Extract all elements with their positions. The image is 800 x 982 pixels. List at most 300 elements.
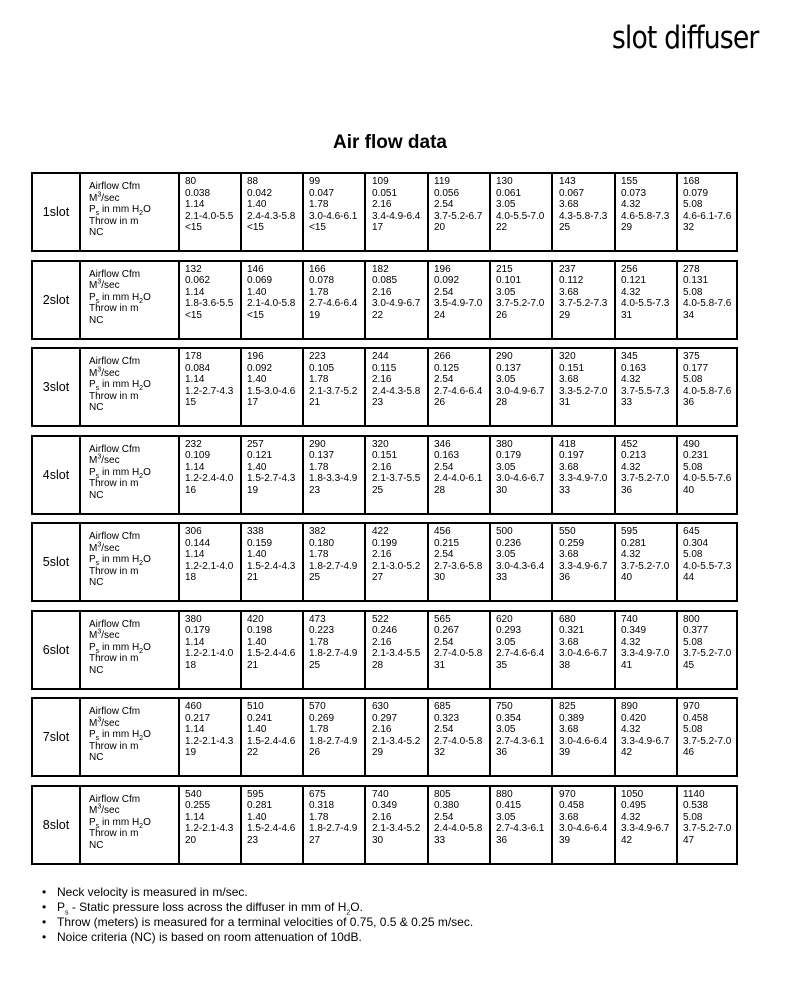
value-cell [367,699,429,775]
table-value: 3.68 [559,286,579,298]
table-value: 2.54 [434,286,454,298]
note-noise-criteria: • Noice criteria (NC) is based on room attenuation of 10dB. [42,930,473,945]
table-value: 0.121 [247,450,273,461]
table-value: 418 [559,438,576,450]
value-cell [242,524,304,600]
value-cell [242,699,304,775]
slot-label-cell [33,174,81,250]
table-value: 0.323 [434,712,460,724]
table-value: 237 [559,263,576,275]
table-value: 0.255 [185,800,211,811]
table-value: 3.05 [496,199,516,210]
table-value: 510 [247,701,264,712]
value-cell [616,612,678,688]
value-cell [554,699,616,775]
table-value: 33 [621,397,633,408]
table-value: 0.163 [434,450,460,461]
table-value: 2.4-4.0-6.1 [434,473,483,484]
value-cell [429,262,491,338]
table-value: 1.2-2.1-4.3 [185,735,234,747]
table-value: 0.179 [185,625,211,636]
table-value: 1.78 [309,199,329,210]
value-cell [491,699,553,775]
table-value: 0.349 [621,625,647,636]
table-value: 278 [683,263,700,275]
table-value: 196 [247,351,264,362]
table-value: 0.101 [496,275,522,286]
table-value: 1.8-2.7-4.9 [309,648,358,659]
table-value: 2.1-3.0-5.2 [372,560,421,572]
label-airflow: Airflow Cfm [89,181,141,192]
label-nc: NC [89,314,104,326]
slot-label-cell [33,699,81,775]
table-value: 29 [621,222,633,233]
table-value: 3.05 [496,549,516,560]
value-cell [554,524,616,600]
table-value: 3.68 [559,374,579,385]
table-value: 99 [309,176,321,187]
table-value: 5.08 [683,286,703,298]
table-value: 18 [185,572,197,583]
value-cell [304,437,366,513]
slot-number: 7 [42,730,50,744]
label-m3-sec: $M^3/\sec$ [89,366,120,379]
table-value: 4.0-5.5-7.0 [496,210,545,222]
table-value: 4.32 [621,374,641,385]
label-throw: Throw in m [89,390,139,402]
table-value: 3.68 [559,461,579,473]
table-value: 2.7-4.0-5.8 [434,648,483,659]
table-value: 452 [621,438,638,450]
table-value: 1.78 [309,724,329,735]
value-cell [304,174,366,250]
table-value: 540 [185,788,202,800]
row-labels-cell [81,699,180,775]
table-value: 1.40 [247,199,267,210]
table-value: 0.389 [559,712,585,724]
slot-block [31,435,738,515]
table-value: 5.08 [683,811,703,823]
table-value: 2.4-4.3-5.8 [247,210,296,222]
table-value: 4.32 [621,199,641,210]
value-cell [616,174,678,250]
table-value: 3.68 [559,636,579,648]
label-ps: $P_s$ in mm $H_2O$ [89,466,151,480]
table-value: 0.415 [496,800,522,811]
value-cell [491,787,553,863]
table-value: 27 [372,572,384,583]
value-cell [367,437,429,513]
value-cell [429,699,491,775]
table-value: 36 [621,484,633,496]
value-cell [180,612,242,688]
table-value: 3.0-4.3-6.4 [496,560,545,572]
table-value: 28 [372,659,384,671]
table-value: 4.32 [621,811,641,823]
table-value: 0.349 [372,800,398,811]
value-cell [491,349,553,425]
table-value: 3.0-4.6-6.1 [309,210,358,222]
table-value: 40 [683,484,695,496]
table-value: 1.14 [185,549,205,560]
table-value: 130 [496,176,513,187]
table-value: 0.179 [496,450,522,461]
table-value: 338 [247,526,264,537]
table-value: 1.5-2.7-4.3 [247,473,296,484]
table-value: 0.267 [434,625,460,636]
value-cell [304,699,366,775]
table-value: 196 [434,263,451,275]
table-value: 3.05 [496,724,516,735]
table-value: 2.16 [372,461,392,473]
table-value: 0.137 [496,362,522,374]
table-value: 0.067 [559,187,585,199]
table-value: 257 [247,438,264,450]
table-value: 19 [247,484,259,496]
value-cell [242,787,304,863]
label-throw: Throw in m [89,215,139,227]
table-value: 132 [185,263,202,275]
table-value: 1.5-2.4-4.3 [247,560,296,572]
table-value: 166 [309,263,326,275]
table-value: 3.7-5.2-6.7 [434,210,483,222]
slot-word: slot [49,467,70,482]
table-value: 375 [683,351,700,362]
table-value: 1.40 [247,286,267,298]
table-value: <15 [309,222,326,233]
table-value: 750 [496,701,513,712]
slot-word: slot [49,205,70,219]
value-cell [678,262,736,338]
table-value: <15 [247,309,264,321]
table-value: 0.085 [372,275,398,286]
table-value: 28 [434,484,446,496]
table-value: 29 [372,747,384,758]
slot-block [31,697,738,777]
table-value: 970 [559,788,576,800]
table-value: 1.14 [185,461,205,473]
table-value: 0.151 [559,362,585,374]
table-value: 3.0-4.9-6.7 [372,298,421,309]
table-value: 306 [185,526,202,537]
table-value: 0.151 [372,450,398,461]
value-cell [429,349,491,425]
table-value: 3.68 [559,724,579,735]
value-cell [429,612,491,688]
slot-label-cell [33,437,81,513]
table-value: 5.08 [683,199,703,210]
value-cell [242,349,304,425]
table-value: 630 [372,701,389,712]
table-value: 22 [496,222,508,233]
table-value: 232 [185,438,202,450]
table-value: 1.40 [247,374,267,385]
table-value: 26 [434,397,446,408]
value-cell [491,262,553,338]
table-value: 3.68 [559,199,579,210]
value-cell [242,174,304,250]
value-cell [616,262,678,338]
table-value: 1.5-2.4-4.6 [247,823,296,834]
table-value: 0.121 [621,275,647,286]
slot-block [31,785,738,865]
value-cell [678,787,736,863]
table-value: 1.78 [309,461,329,473]
table-value: 3.0-4.9-6.7 [496,385,545,397]
table-value: 0.051 [372,187,398,199]
table-value: 2.4-4.0-5.8 [434,823,483,834]
table-value: 0.042 [247,187,273,199]
table-value: 1.14 [185,374,205,385]
table-value: 2.54 [434,199,454,210]
slot-number: 1 [42,205,50,219]
table-value: 0.073 [621,187,647,199]
value-cell [242,437,304,513]
table-value: 460 [185,701,202,712]
table-value: 33 [559,484,571,496]
label-m3-sec: $M^3/\sec$ [89,453,120,466]
table-value: 2.1-3.7-5.2 [309,385,358,397]
table-value: 2.1-3.7-5.5 [372,473,421,484]
table-value: 0.321 [559,625,585,636]
value-cell [491,524,553,600]
table-value: 20 [434,222,446,233]
table-value: 2.16 [372,724,392,735]
table-value: 0.215 [434,537,460,549]
label-ps: $P_s$ in mm $H_2O$ [89,204,151,217]
table-value: 3.7-5.2-7.0 [683,823,732,834]
value-cell [180,787,242,863]
table-value: 3.0-4.6-6.7 [559,648,608,659]
table-value: 0.297 [372,712,398,724]
value-cell [491,437,553,513]
value-cell [678,612,736,688]
table-value: 2.16 [372,374,392,385]
table-value: 25 [309,659,321,671]
label-ps: $P_s$ in mm $H_2O$ [89,379,151,392]
table-value: 0.062 [185,275,211,286]
value-cell [616,524,678,600]
table-value: 29 [559,309,571,321]
table-value: 2.7-4.0-5.8 [434,735,483,747]
table-value: 38 [559,659,571,671]
value-cell [616,699,678,775]
airflow-table [31,172,738,872]
table-value: 1.8-2.7-4.9 [309,560,358,572]
value-cell [367,787,429,863]
table-value: 680 [559,613,576,625]
table-value: 21 [247,659,259,671]
table-value: 1.2-2.1-4.0 [185,648,234,659]
table-value: 4.32 [621,636,641,648]
table-value: 0.112 [559,275,584,286]
table-value: 3.05 [496,811,516,823]
table-value: 0.318 [309,800,335,811]
value-cell [367,262,429,338]
table-value: 800 [683,613,700,625]
table-value: 26 [496,309,508,321]
table-value: 2.1-4.0-5.5 [185,210,234,222]
slot-word: slot [49,292,70,307]
table-value: 345 [621,351,638,362]
table-value: 500 [496,526,513,537]
table-value: 215 [496,263,513,275]
label-throw: Throw in m [89,565,139,577]
table-value: 550 [559,526,576,537]
table-value: 0.246 [372,625,398,636]
value-cell [367,349,429,425]
note-static-pressure: • $P_s$ - Static pressure loss across the diffuser in mm of $H_2O$. [42,900,473,915]
table-value: 490 [683,438,700,450]
slot-block [31,522,738,602]
slot-label-cell [33,612,81,688]
table-value: 36 [683,397,695,408]
table-value: 0.180 [309,537,335,549]
value-cell [180,262,242,338]
table-value: 0.056 [434,187,460,199]
table-value: 0.047 [309,187,335,199]
table-value: 4.6-5.8-7.3 [621,210,670,222]
value-cell [554,612,616,688]
value-cell [616,349,678,425]
table-value: 5.08 [683,636,703,648]
value-cell [180,524,242,600]
table-value: 0.231 [683,450,709,461]
label-ps: $P_s$ in mm $H_2O$ [89,291,151,305]
table-value: 3.7-5.2-7.0 [621,473,670,484]
document-title: slot diffuser [611,20,758,56]
table-value: 31 [621,309,633,321]
table-value: 1.8-2.7-4.9 [309,735,358,747]
slot-word: slot [49,555,70,569]
table-value: 178 [185,351,202,362]
table-value: 0.281 [621,537,647,549]
table-value: 45 [683,659,695,671]
table-value: 1.78 [309,286,329,298]
table-value: 1.14 [185,811,205,823]
table-value: 522 [372,613,389,625]
label-throw: Throw in m [89,828,139,839]
slot-word: slot [49,642,70,657]
table-value: 39 [559,834,571,846]
table-value: 88 [247,176,259,187]
table-value: 2.16 [372,811,392,823]
table-value: 0.084 [185,362,211,374]
table-value: 36 [496,834,508,846]
table-value: 1.40 [247,724,267,735]
table-value: 4.3-5.8-7.3 [559,210,608,222]
label-throw: Throw in m [89,478,139,489]
label-throw: Throw in m [89,303,139,314]
label-airflow: Airflow Cfm [89,706,141,717]
table-value: 40 [621,572,633,583]
value-cell [429,174,491,250]
table-value: 30 [372,834,384,846]
table-value: 36 [496,747,508,758]
label-airflow: Airflow Cfm [89,531,141,542]
table-value: 0.109 [185,450,211,461]
row-labels-cell [81,262,180,338]
table-value: 22 [247,747,259,758]
table-value: 18 [185,659,197,671]
table-value: 3.7-5.2-7.0 [683,648,732,659]
table-value: 168 [683,176,700,187]
table-value: 0.304 [683,537,709,549]
label-airflow: Airflow Cfm [89,268,141,280]
table-value: 3.68 [559,811,579,823]
table-value: 41 [621,659,633,671]
value-cell [180,699,242,775]
table-value: 0.159 [247,537,273,549]
label-ps: $P_s$ in mm $H_2O$ [89,816,151,830]
table-value: 30 [496,484,508,496]
table-value: 0.092 [434,275,460,286]
slot-number: 8 [42,817,50,832]
value-cell [180,437,242,513]
table-value: 0.105 [309,362,335,374]
table-value: 47 [683,834,695,846]
table-value: 3.7-5.5-7.3 [621,385,670,397]
label-m3-sec: $M^3/\sec$ [89,191,120,204]
table-value: 4.32 [621,724,641,735]
table-value: 320 [559,351,576,362]
table-value: 3.7-5.2-7.0 [683,735,732,747]
table-value: 20 [185,834,197,846]
table-value: 155 [621,176,638,187]
label-m3-sec: $M^3/\sec$ [89,278,120,291]
label-airflow: Airflow Cfm [89,618,141,630]
table-value: 15 [185,397,197,408]
table-value: 2.54 [434,811,454,823]
table-value: 3.0-4.6-6.4 [559,735,608,747]
table-value: 22 [372,309,384,321]
table-value: 5.08 [683,461,703,473]
table-value: 420 [247,613,264,625]
row-labels-cell [81,612,180,688]
value-cell [616,437,678,513]
table-value: 880 [496,788,513,800]
table-value: 27 [309,834,321,846]
table-value: 21 [309,397,321,408]
table-value: 290 [496,351,513,362]
table-value: <15 [247,222,264,233]
table-value: 23 [309,484,321,496]
label-throw: Throw in m [89,740,139,752]
table-value: 4.0-5.5-7.3 [683,560,732,572]
table-value: 28 [496,397,508,408]
table-value: 42 [621,747,633,758]
table-value: 1.40 [247,636,267,648]
table-value: <15 [185,309,202,321]
value-cell [554,787,616,863]
value-cell [429,524,491,600]
table-value: 1.8-2.7-4.9 [309,823,358,834]
slot-number: 3 [42,380,50,394]
label-nc: NC [89,402,104,413]
table-value: 595 [247,788,264,800]
table-value: 1.40 [247,811,267,823]
table-value: 33 [496,572,508,583]
slot-number: 4 [42,467,50,482]
table-value: 2.54 [434,461,454,473]
table-value: 380 [185,613,202,625]
value-cell [678,437,736,513]
table-value: 3.0-4.6-6.7 [496,473,545,484]
table-value: 3.05 [496,286,516,298]
table-value: 0.144 [185,537,211,549]
table-value: 44 [683,572,695,583]
table-value: 1.5-2.4-4.6 [247,648,296,659]
